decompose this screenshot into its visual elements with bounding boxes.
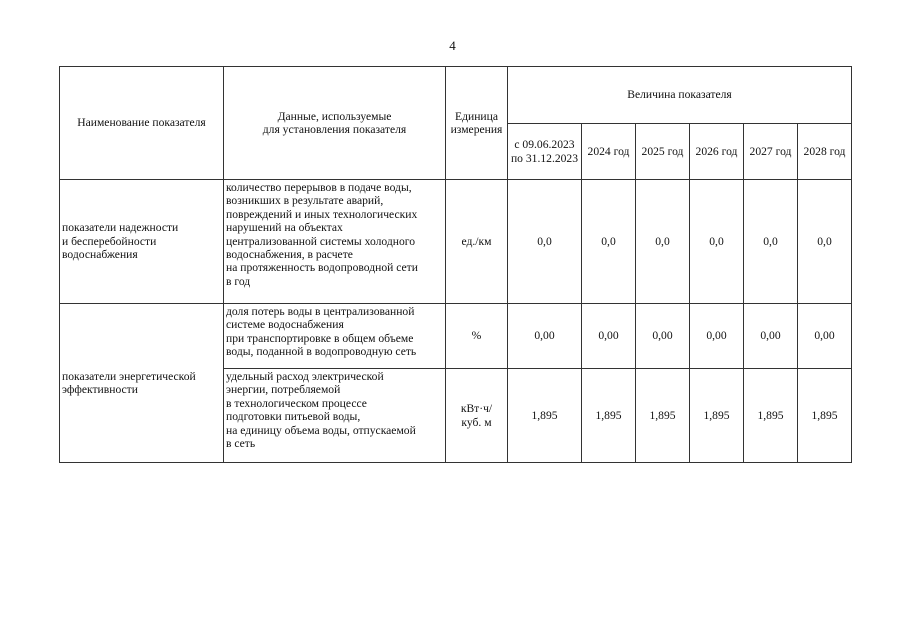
header-period: 2027 год xyxy=(744,124,798,180)
indicator-group-name: показатели надежности и бесперебойности водоснабжения xyxy=(60,180,224,304)
indicator-value: 0,0 xyxy=(582,180,636,304)
indicator-value: 1,895 xyxy=(582,369,636,463)
indicator-value: 0,00 xyxy=(582,304,636,369)
indicator-unit: кВт·ч/ куб. м xyxy=(446,369,508,463)
header-period: с 09.06.2023 по 31.12.2023 xyxy=(508,124,582,180)
indicator-value: 1,895 xyxy=(798,369,852,463)
header-value-group: Величина показателя xyxy=(508,67,852,124)
indicator-value: 1,895 xyxy=(690,369,744,463)
indicator-data: удельный расход электрической энергии, потребляемой в технологическом процессе подготовки питьевой воды, на единицу объема воды, отпускаемой в сеть xyxy=(224,369,446,463)
header-row-1 xyxy=(60,67,852,124)
indicator-value: 0,00 xyxy=(798,304,852,369)
header-data: Данные, используемые для установления показателя xyxy=(224,67,446,180)
header-period: 2028 год xyxy=(798,124,852,180)
table-row xyxy=(60,304,852,369)
indicator-value: 0,00 xyxy=(690,304,744,369)
indicator-value: 0,00 xyxy=(744,304,798,369)
indicator-value: 0,0 xyxy=(744,180,798,304)
header-period: 2025 год xyxy=(636,124,690,180)
indicator-value: 0,0 xyxy=(798,180,852,304)
indicator-value: 0,0 xyxy=(690,180,744,304)
indicator-value: 0,0 xyxy=(508,180,582,304)
indicator-data: доля потерь воды в централизованной системе водоснабжения при транспортировке в общем объеме воды, поданной в водопроводную сеть xyxy=(224,304,446,369)
indicator-value: 0,00 xyxy=(508,304,582,369)
indicator-unit: % xyxy=(446,304,508,369)
indicator-value: 1,895 xyxy=(636,369,690,463)
indicator-value: 0,00 xyxy=(636,304,690,369)
header-unit: Единица измерения xyxy=(446,67,508,180)
table-row xyxy=(60,180,852,304)
indicator-unit: ед./км xyxy=(446,180,508,304)
page-number: 4 xyxy=(449,38,456,53)
header-name: Наименование показателя xyxy=(60,67,224,180)
indicator-value: 0,0 xyxy=(636,180,690,304)
header-period: 2024 год xyxy=(582,124,636,180)
indicator-value: 1,895 xyxy=(744,369,798,463)
header-period: 2026 год xyxy=(690,124,744,180)
indicator-data: количество перерывов в подаче воды, возникших в результате аварий, повреждений и иных технологических нарушений на объектах централизованной системы холодного водоснабжения, в расчете на протяженность водопроводной сети в год xyxy=(224,180,446,304)
indicators-table xyxy=(59,66,852,463)
indicator-value: 1,895 xyxy=(508,369,582,463)
indicator-group-name: показатели энергетической эффективности xyxy=(60,304,224,463)
